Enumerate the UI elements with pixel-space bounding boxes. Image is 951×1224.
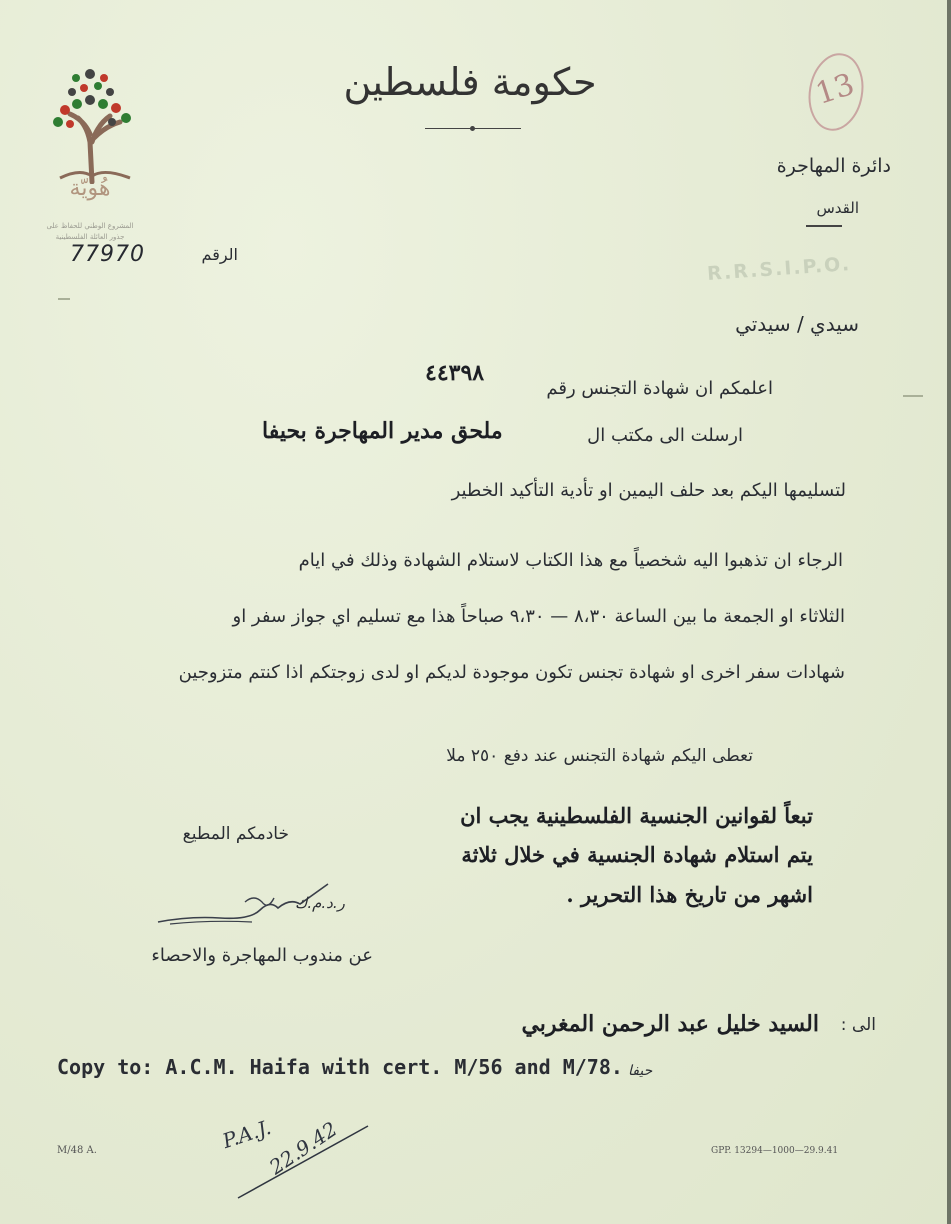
copy-to-line: Copy to: A.C.M. Haifa with cert. M/56 and M/78.: [57, 1055, 623, 1079]
body-line: الثلاثاء او الجمعة ما بين الساعة ٨،٣٠ — ٩،٣٠ صباحاً هذا مع تسليم اي جواز سفر او: [232, 606, 845, 627]
closing-servant: خادمكم المطيع: [182, 824, 289, 844]
signature-initials: ر.د.م.ك: [295, 894, 345, 912]
recipient-name: السيد خليل عبد الرحمن المغربي: [521, 1011, 819, 1037]
certificate-number: ٤٤٣٩٨: [425, 360, 485, 386]
logo-name: هُويّة: [69, 176, 111, 201]
annotation-date: 22.9.42: [264, 1116, 342, 1180]
on-behalf-line: عن مندوب المهاجرة والاحصاء: [151, 945, 373, 966]
body-line: اعلمكم ان شهادة التجنس رقم: [546, 378, 773, 399]
logo-tagline: جذور العائلة الفلسطينية: [55, 233, 125, 241]
body-line: ارسلت الى مكتب ال: [587, 425, 743, 446]
department-name: دائرة المهاجرة: [776, 155, 891, 177]
title-ornament: [425, 128, 521, 129]
scan-edge: [947, 0, 951, 1224]
body-line: الرجاء ان تذهبوا اليه شخصياً مع هذا الكتاب لاستلام الشهادة وذلك في ايام: [298, 550, 843, 571]
notice-line: تبعاً لقوانين الجنسية الفلسطينية يجب ان: [460, 803, 813, 828]
annotation-initials: P.A.J.: [219, 1114, 274, 1154]
body-line: لتسليمها اليكم بعد حلف اليمين او تأدية التأكيد الخطير: [451, 480, 846, 501]
government-title: حكومة فلسطين: [343, 60, 597, 104]
notice-line: اشهر من تاريخ هذا التحرير .: [566, 882, 813, 907]
margin-mark: [903, 395, 923, 397]
margin-mark: [58, 298, 70, 300]
department-city: القدس: [816, 199, 859, 217]
reference-number: 77970: [70, 242, 145, 267]
form-code: M/48 A.: [57, 1145, 97, 1156]
divider: [806, 225, 842, 227]
reference-label: الرقم: [201, 245, 238, 264]
faint-stamp: R.R.S.I.P.O.: [706, 252, 852, 286]
notice-line: يتم استلام شهادة الجنسية في خلال ثلاثة: [461, 842, 813, 867]
body-line: شهادات سفر اخرى او شهادة تجنس تكون موجودة لديكم او لدى زوجتكم اذا كنتم متزوجين: [178, 662, 845, 683]
fee-line: تعطى اليكم شهادة التجنس عند دفع ٢٥٠ ملا: [446, 746, 753, 766]
recipient-label: الى :: [840, 1015, 876, 1035]
folio-number: 13: [811, 66, 859, 113]
copy-handwritten-mark: حيفا: [628, 1063, 653, 1079]
office-name: ملحق مدير المهاجرة بحيفا: [262, 418, 503, 444]
logo-tagline: المشروع الوطني للحفاظ على: [46, 222, 134, 230]
tree-logo-icon: [40, 64, 150, 184]
annotation-stroke-icon: [218, 1112, 388, 1202]
salutation: سيدي / سيدتي: [735, 312, 859, 336]
print-code: GPP. 13294—1000—29.9.41: [711, 1146, 839, 1156]
